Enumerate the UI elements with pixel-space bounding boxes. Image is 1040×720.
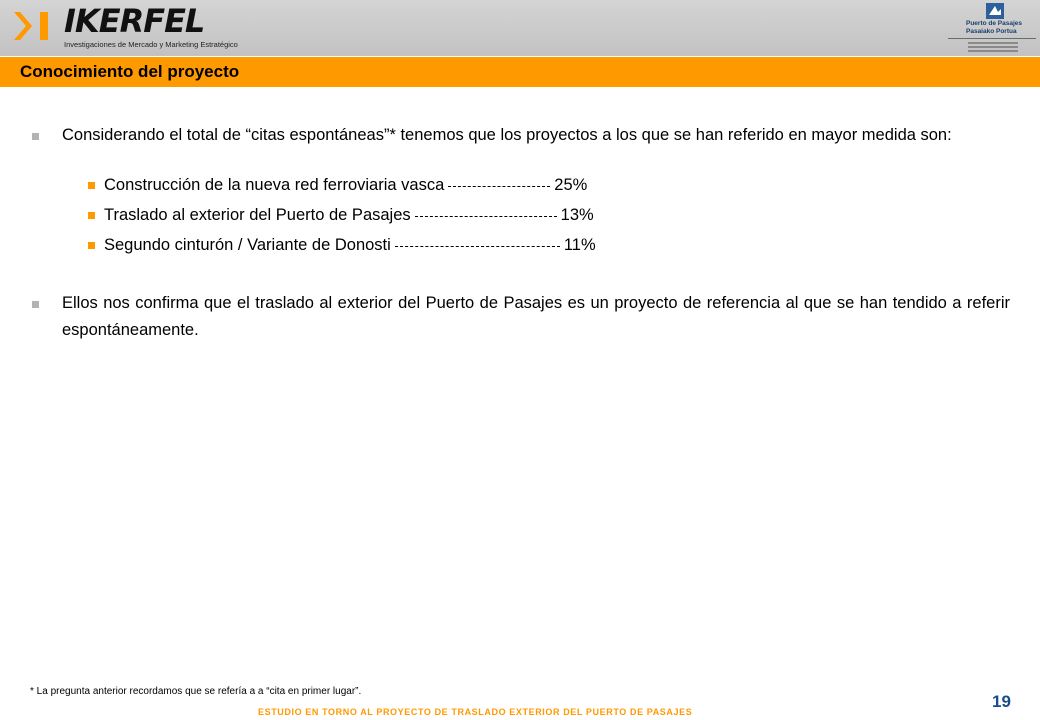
partner-name-line2: Pasaiako Portua [966, 28, 1017, 35]
bullet-square-icon [32, 301, 39, 308]
brand-tagline: Investigaciones de Mercado y Marketing Estratégico [64, 40, 238, 49]
ikerfel-logo-mark-icon [12, 8, 52, 44]
leader-dots [448, 186, 550, 187]
orange-bullet-icon [88, 182, 95, 189]
conclusion-text: Ellos nos confirma que el traslado al exterior del Puerto de Pasajes es un proyecto de referencia al que se han tendido a referir espontáneamente. [62, 294, 1010, 339]
intro-text: Considerando el total de “citas espontáneas”* tenemos que los proyectos a los que se han referido en mayor medida son: [62, 126, 952, 144]
partner-name-line1: Puerto de Pasajes [966, 20, 1022, 27]
partner-fine-print [968, 42, 1018, 52]
page-number: 19 [992, 692, 1011, 711]
project-item [82, 200, 1010, 230]
project-label: Traslado al exterior del Puerto de Pasajes [104, 206, 411, 224]
project-item [82, 170, 1010, 200]
bullet-square-icon [32, 133, 39, 140]
leader-dots [395, 246, 560, 247]
section-title: Conocimiento del proyecto [20, 62, 240, 81]
projects-list [82, 170, 1010, 260]
project-label: Segundo cinturón / Variante de Donosti [104, 236, 391, 254]
project-value: 11% [563, 236, 596, 254]
project-value: 13% [560, 206, 594, 224]
footnote: * La pregunta anterior recordamos que se refería a a “cita en primer lugar”. [30, 686, 362, 697]
intro-bullet [32, 122, 1010, 149]
header-bar [0, 0, 1040, 56]
conclusion-bullet [32, 290, 1010, 344]
footer-study-title: ESTUDIO EN TORNO AL PROYECTO DE TRASLADO EXTERIOR DEL PUERTO DE PASAJES [258, 707, 693, 717]
slide-content [32, 122, 1010, 344]
project-label: Construcción de la nueva red ferroviaria vasca [104, 176, 445, 194]
orange-bullet-icon [88, 212, 95, 219]
partner-divider [948, 38, 1036, 39]
port-emblem-icon [986, 3, 1004, 19]
section-title-bar [0, 57, 1040, 87]
puerto-pasajes-logo [946, 0, 1038, 56]
orange-bullet-icon [88, 242, 95, 249]
brand-name: IKERFEL [64, 2, 205, 40]
project-item [82, 230, 1010, 260]
leader-dots [415, 216, 557, 217]
project-value: 25% [554, 176, 588, 194]
